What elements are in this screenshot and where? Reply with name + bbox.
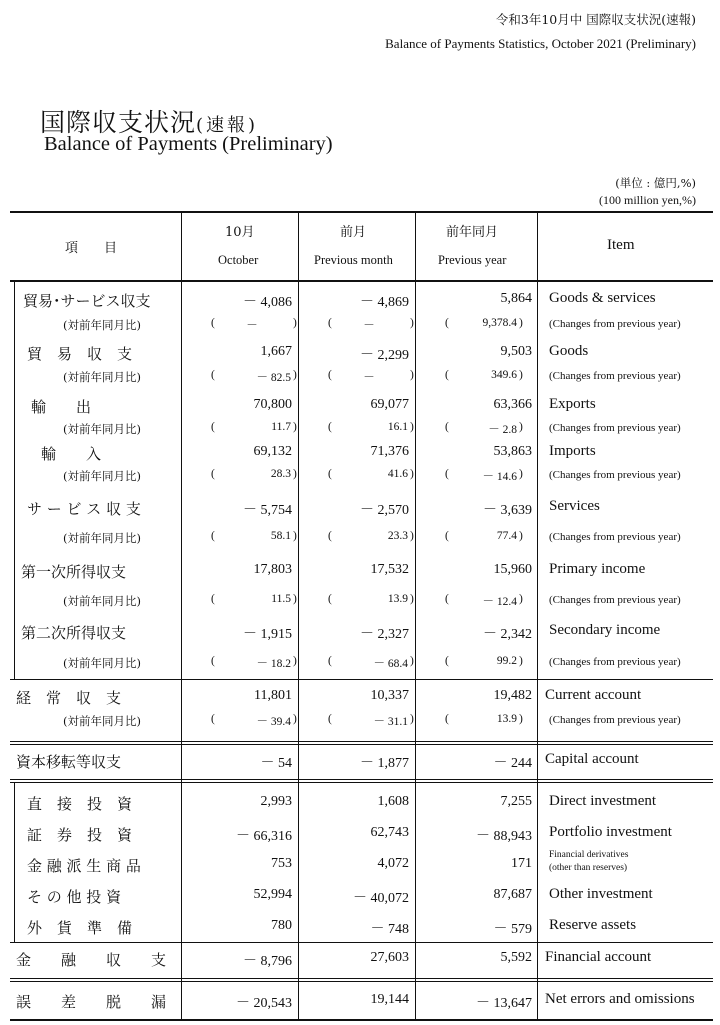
row-change-value: 58.1 [270,530,291,542]
row-label-jp: 誤 差 脱 漏 [16,993,167,1011]
open-paren: ( [211,593,215,605]
row-value-previous-year: 87,687 [493,887,532,902]
row-value-previous-year: 7,255 [500,794,532,809]
row-value-previous-month: 10,337 [370,688,409,703]
row-label-jp: (対前年同月比) [63,422,141,436]
row-label-jp: (対前年同月比) [63,370,141,384]
row-value-previous-year: 19,482 [493,688,532,703]
open-paren: ( [211,655,215,667]
row-value-previous-year: 53,863 [493,444,532,459]
row-value-october: 70,800 [253,397,292,412]
row-value-previous-month: － 1,877 [360,756,409,771]
row-label-en: Net errors and omissions [545,991,695,1007]
row-change-value: 16.1 [387,421,408,433]
row-value-previous-year: － 579 [493,922,532,937]
close-paren: ) [519,713,523,725]
row-value-previous-month: 4,072 [377,856,409,871]
open-paren: ( [328,421,332,433]
row-label-en: Goods & services [549,290,656,306]
close-paren: ) [410,369,414,381]
row-value-october: 52,994 [253,887,292,902]
row-value-previous-year: 63,366 [493,397,532,412]
row-label-jp: そ の 他 投 資 [27,888,122,906]
row-value-previous-month: 17,532 [370,562,409,577]
col-prevyear-en: Previous year [438,253,507,267]
open-paren: ( [445,713,449,725]
open-paren: ( [328,530,332,542]
row-label-en: (Changes from previous year) [549,370,681,382]
unit-jp: (単位 : 億円,%) [615,176,696,190]
open-paren: ( [328,655,332,667]
row-value-previous-year: － 2,342 [483,627,532,642]
row-change-value: － 12.4 [482,596,517,608]
row-value-previous-month: 27,603 [370,950,409,965]
open-paren: ( [211,468,215,480]
row-value-previous-year: 15,960 [493,562,532,577]
row-value-previous-year: － 88,943 [476,829,532,844]
col-oct-en: October [218,253,259,267]
row-change-value: 23.3 [387,530,408,542]
close-paren: ) [293,468,297,480]
close-paren: ) [410,421,414,433]
row-label-en: Portfolio investment [549,824,672,840]
financial-account-top-line [10,942,713,943]
row-change-value: － 31.1 [373,716,408,728]
row-value-october: － 8,796 [243,954,292,969]
close-paren: ) [293,317,297,329]
row-label-en-sub: (other than reserves) [549,863,628,873]
row-change-value: － [363,372,375,384]
row-value-previous-month: 1,608 [377,794,409,809]
close-paren: ) [410,713,414,725]
close-paren: ) [519,421,523,433]
open-paren: ( [328,317,332,329]
col-prevmonth-en: Previous month [314,253,393,267]
row-label-jp: (対前年同月比) [63,714,141,728]
current-account-top-line [10,679,713,680]
row-change-value: 13.9 [387,593,408,605]
open-paren: ( [445,593,449,605]
row-value-previous-year: 9,503 [500,344,532,359]
row-value-october: － 4,086 [243,295,292,310]
row-change-value: － 2.8 [488,424,517,436]
table-bottom-border [10,1019,713,1021]
close-paren: ) [519,317,523,329]
open-paren: ( [445,421,449,433]
row-label-en: Goods [549,343,589,359]
row-change-value: 77.4 [496,530,517,542]
row-label-en: Imports [549,443,596,459]
row-label-en: Exports [549,396,596,412]
open-paren: ( [211,530,215,542]
row-change-value: 13.9 [496,713,517,725]
row-label-en: Reserve assets [549,917,637,933]
row-value-previous-month: － 748 [370,922,409,937]
row-value-october: 1,667 [260,344,292,359]
row-label-jp: (対前年同月比) [63,531,141,545]
open-paren: ( [211,317,215,329]
close-paren: ) [293,713,297,725]
row-label-en: (Changes from previous year) [549,714,681,726]
header-jp: 令和3年10月中 国際収支状況(速報) [495,12,696,27]
header-bottom-border [10,280,713,282]
open-paren: ( [445,655,449,667]
row-label-en: Financial account [545,949,652,965]
row-value-previous-month: － 2,327 [360,627,409,642]
row-value-previous-month: － 4,869 [360,295,409,310]
row-value-october: 753 [271,856,292,871]
row-label-jp: サ ー ビ ス 収 支 [27,500,141,518]
capital-account-top-line-double [10,744,713,745]
row-change-value: 99.2 [496,655,517,667]
row-value-october: 17,803 [253,562,292,577]
row-change-value: － 82.5 [256,372,291,384]
row-value-october: 11,801 [254,688,292,703]
row-value-october: － 20,543 [236,996,292,1011]
row-value-previous-year: 171 [511,856,532,871]
row-value-previous-month: 62,743 [370,825,409,840]
col-divider-4 [537,211,538,1021]
row-label-jp: 経 常 収 支 [16,689,122,707]
row-label-jp: 証 券 投 資 [27,826,133,844]
col-oct-jp: 10月 [225,225,255,240]
col-divider-1 [181,211,182,1021]
row-value-previous-month: － 2,570 [360,503,409,518]
open-paren: ( [211,369,215,381]
row-change-value: － 14.6 [482,471,517,483]
row-label-jp: (対前年同月比) [63,594,141,608]
row-label-en: (Changes from previous year) [549,594,681,606]
row-value-october: － 66,316 [236,829,292,844]
capital-account-bottom-line-double [10,782,713,783]
open-paren: ( [328,369,332,381]
open-paren: ( [328,713,332,725]
row-value-october: － 54 [260,756,292,771]
row-label-en: (Changes from previous year) [549,422,681,434]
row-change-value: 11.5 [271,593,291,605]
row-label-jp: 金 融 収 支 [16,951,167,969]
row-label-en: (Changes from previous year) [549,531,681,543]
row-change-value: 9,378.4 [482,317,517,329]
row-value-october: 69,132 [253,444,292,459]
capital-account-top-line [10,741,713,742]
open-paren: ( [445,369,449,381]
close-paren: ) [293,369,297,381]
row-value-previous-year: － 3,639 [483,503,532,518]
row-label-jp: 輸 出 [31,398,92,416]
row-label-jp: 金 融 派 生 商 品 [27,857,141,875]
close-paren: ) [410,468,414,480]
row-label-jp: 第二次所得収支 [21,624,127,642]
row-change-value: － [246,320,258,332]
title-jp-sub: (速報) [196,115,259,136]
close-paren: ) [410,530,414,542]
row-change-value: 28.3 [270,468,291,480]
row-value-october: 2,993 [260,794,292,809]
row-value-previous-month: 19,144 [370,992,409,1007]
row-value-previous-year: － 13,647 [476,996,532,1011]
unit-en: (100 million yen,%) [599,193,696,207]
open-paren: ( [328,593,332,605]
open-paren: ( [211,713,215,725]
row-label-en: Secondary income [549,622,661,638]
row-label-en: Other investment [549,886,653,902]
row-value-previous-month: 69,077 [370,397,409,412]
row-change-value: － 39.4 [256,716,291,728]
row-change-value: 349.6 [491,369,517,381]
row-label-jp: 外 貨 準 備 [27,919,133,937]
open-paren: ( [445,317,449,329]
header-en: Balance of Payments Statistics, October 2021 (Preliminary) [385,36,696,51]
title-jp-main: 国際収支状況 [40,108,197,137]
row-value-previous-year: － 244 [493,756,532,771]
col-divider-2 [298,211,299,1021]
col-prevyear-jp: 前年同月 [446,225,499,240]
financial-account-bottom-line [10,978,713,979]
row-label-en: (Changes from previous year) [549,318,681,330]
row-label-en: (Changes from previous year) [549,656,681,668]
close-paren: ) [293,655,297,667]
row-label-en: Direct investment [549,793,657,809]
row-value-previous-month: 71,376 [370,444,409,459]
close-paren: ) [519,655,523,667]
table-top-border [10,211,713,213]
close-paren: ) [293,593,297,605]
row-label-jp: (対前年同月比) [63,469,141,483]
col-prevmonth-jp: 前月 [340,225,367,240]
row-value-previous-year: 5,592 [500,950,532,965]
col-divider-3 [415,211,416,1021]
row-label-jp: 輸 入 [41,445,102,463]
row-value-october: － 1,915 [243,627,292,642]
close-paren: ) [410,593,414,605]
row-value-previous-month: － 2,299 [360,348,409,363]
close-paren: ) [519,530,523,542]
row-label-jp: 貿 易 収 支 [27,345,133,363]
col-item-jp: 項 目 [65,241,118,256]
open-paren: ( [445,468,449,480]
title-en: Balance of Payments (Preliminary) [44,133,333,155]
close-paren: ) [519,369,523,381]
inner-left-border [14,282,15,679]
close-paren: ) [519,593,523,605]
row-label-jp: 貿易･サービス収支 [23,292,151,310]
row-label-jp: 第一次所得収支 [21,563,127,581]
col-item-en: Item [607,237,635,253]
close-paren: ) [519,468,523,480]
row-label-en: (Changes from previous year) [549,469,681,481]
close-paren: ) [410,655,414,667]
row-label-en: Primary income [549,561,646,577]
close-paren: ) [410,317,414,329]
row-label-jp: 資本移転等収支 [16,753,122,771]
row-value-previous-year: 5,864 [500,291,532,306]
close-paren: ) [293,421,297,433]
inner-left-border-financial [14,783,15,942]
row-change-value: 41.6 [387,468,408,480]
row-label-jp: (対前年同月比) [63,318,141,332]
open-paren: ( [211,421,215,433]
row-label-jp: 直 接 投 資 [27,795,133,813]
open-paren: ( [445,530,449,542]
row-change-value: － 68.4 [373,658,408,670]
row-label-en: Financial derivatives [549,850,629,860]
row-change-value: － [363,320,375,332]
row-label-jp: (対前年同月比) [63,656,141,670]
row-label-en: Capital account [545,751,639,767]
balance-table [10,211,713,1021]
row-label-en: Current account [545,687,642,703]
open-paren: ( [328,468,332,480]
row-value-october: 780 [271,918,292,933]
row-value-october: － 5,754 [243,503,292,518]
row-change-value: － 18.2 [256,658,291,670]
financial-account-bottom-line-double [10,981,713,982]
capital-account-bottom-line [10,779,713,780]
row-label-en: Services [549,498,600,514]
row-change-value: 11.7 [271,421,291,433]
row-value-previous-month: － 40,072 [353,891,409,906]
close-paren: ) [293,530,297,542]
